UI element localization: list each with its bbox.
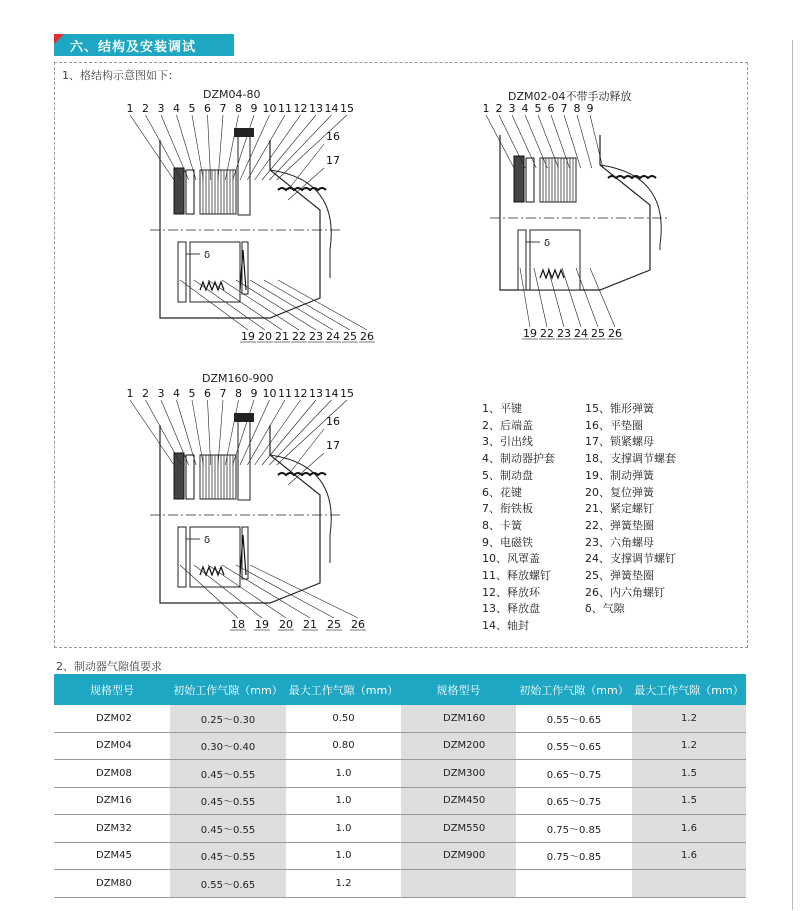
- table-cell: 1.0: [286, 787, 401, 815]
- table-row: [54, 732, 746, 760]
- part-number-label: 6: [204, 102, 211, 115]
- part-number-label: 2: [495, 102, 503, 115]
- part-number-label: 11: [278, 102, 292, 115]
- leader-line: [146, 400, 182, 465]
- shaft-seal: [278, 473, 326, 475]
- leader-line: [247, 115, 285, 180]
- table-cell: DZM550: [401, 815, 516, 843]
- leader-line: [277, 400, 347, 465]
- part-number-label: 26: [351, 618, 365, 631]
- table-row: [54, 705, 746, 732]
- leader-line: [288, 168, 324, 200]
- leader-line: [288, 453, 324, 485]
- part-number-label: 1: [482, 102, 490, 115]
- table-cell: 0.45～0.55: [170, 842, 286, 870]
- table-cell: DZM900: [401, 842, 516, 870]
- table-cell: DZM300: [401, 760, 516, 788]
- part-number-label: 19: [523, 327, 537, 340]
- part-number-label: 8: [573, 102, 581, 115]
- leader-line: [130, 115, 174, 180]
- diagram-title-3: DZM160-900: [202, 372, 274, 385]
- brake-diagram-dzm02-04: [470, 100, 690, 350]
- leader-line: [269, 115, 331, 180]
- part-number-label: 10: [262, 387, 277, 400]
- header-cell: 最大工作气隙（mm）: [286, 674, 401, 705]
- legend-item: 11、释放螺钉: [482, 569, 551, 583]
- fan-cover: [270, 170, 331, 278]
- section-title: 六、结构及安装调试: [70, 40, 197, 55]
- leader-line: [288, 144, 324, 190]
- part-number-label: 23: [309, 330, 323, 343]
- part-number-label: 15: [340, 387, 354, 400]
- part-number-label: 9: [250, 102, 258, 115]
- table-cell: 1.6: [632, 842, 746, 870]
- table-row: [54, 815, 746, 843]
- brake-disc-lower: [178, 527, 186, 587]
- table-row: [54, 870, 746, 898]
- part-number-label: 9: [250, 387, 258, 400]
- legend-item: 4、制动器护套: [482, 452, 555, 466]
- shaft-seal: [608, 176, 656, 178]
- table-cell: 1.0: [286, 842, 401, 870]
- table-cell: DZM04: [54, 732, 170, 760]
- legend-item: 3、引出线: [482, 435, 533, 449]
- table-cell: 0.50: [286, 705, 401, 732]
- part-number-label: 9: [586, 102, 594, 115]
- part-number-label: 7: [219, 102, 227, 115]
- part-number-label: 15: [340, 102, 354, 115]
- part-number-label: 6: [204, 387, 211, 400]
- legend-item: 24、支撑调节螺钉: [585, 552, 676, 566]
- part-number-label: 4: [173, 387, 180, 400]
- table-cell: 0.75～0.85: [516, 842, 632, 870]
- part-number-label: 14: [324, 387, 339, 400]
- leader-line: [255, 400, 301, 465]
- leader-line: [269, 400, 331, 465]
- magnet-lower: [190, 527, 240, 587]
- section-header: [54, 34, 234, 56]
- part-number-label: 19: [241, 330, 255, 343]
- part-number-label: 2: [142, 387, 149, 400]
- air-gap-label: δ: [544, 238, 551, 249]
- part-number-label: 3: [157, 102, 165, 115]
- magnet-lower: [530, 230, 580, 290]
- armature-plate: [526, 158, 534, 202]
- legend-item: 21、紧定螺钉: [585, 502, 654, 516]
- table-cell: [516, 870, 632, 898]
- table-cell: 0.65～0.75: [516, 760, 632, 788]
- table-row: [54, 787, 746, 815]
- legend-item: 14、轴封: [482, 619, 529, 633]
- table-cell: 0.30～0.40: [170, 732, 286, 760]
- part-number-label: 16: [326, 130, 340, 143]
- table-cell: 1.2: [632, 732, 746, 760]
- part-number-label: 25: [343, 330, 357, 343]
- table-cell: [401, 870, 516, 898]
- leader-line: [499, 115, 525, 168]
- part-number-label: 7: [219, 387, 227, 400]
- part-number-label: 3: [508, 102, 516, 115]
- structure-caption: 1、格结构示意图如下：: [62, 69, 179, 82]
- table-cell: DZM160: [401, 705, 516, 732]
- table-cell: 1.2: [286, 870, 401, 898]
- header-cell: 最大工作气隙（mm）: [632, 674, 746, 705]
- part-number-label: 4: [173, 102, 180, 115]
- part-number-label: 10: [262, 102, 277, 115]
- legend-item: 22、弹簧垫圈: [585, 518, 654, 532]
- table-cell: DZM200: [401, 732, 516, 760]
- leader-line: [590, 268, 615, 327]
- release-screw: [238, 420, 250, 500]
- part-number-label: 4: [521, 102, 529, 115]
- table-cell: 0.65～0.75: [516, 787, 632, 815]
- part-number-label: 12: [293, 102, 308, 115]
- part-number-label: 1: [126, 102, 134, 115]
- legend-item: 25、弹簧垫圈: [585, 569, 654, 583]
- leader-line: [255, 115, 301, 180]
- brake-disc: [174, 168, 184, 214]
- part-number-label: 8: [235, 102, 242, 115]
- leader-line: [277, 115, 347, 180]
- release-screw: [238, 135, 250, 215]
- part-number-label: 20: [279, 618, 293, 631]
- part-number-label: 25: [327, 618, 341, 631]
- part-number-label: 26: [360, 330, 374, 343]
- part-number-label: 21: [275, 330, 289, 343]
- table-cell: 0.75～0.85: [516, 815, 632, 843]
- air-gap-label: δ: [204, 535, 211, 546]
- part-number-label: 13: [309, 102, 323, 115]
- table-cell: [632, 870, 746, 898]
- legend-item: 18、支撑调节螺套: [585, 452, 676, 466]
- leader-line: [247, 400, 285, 465]
- part-number-label: 17: [326, 439, 340, 452]
- legend-item: 17、锁紧螺母: [585, 435, 654, 449]
- diagram-title-2: DZM02-04不带手动释放: [508, 90, 632, 103]
- table-cell: 1.5: [632, 787, 746, 815]
- brake-disc-lower: [178, 242, 186, 302]
- legend-item: 16、平垫圈: [585, 418, 643, 432]
- table-cell: 1.5: [632, 760, 746, 788]
- legend-item: 8、卡簧: [482, 518, 522, 532]
- legend-item: 15、锥形弹簧: [585, 402, 654, 415]
- brake-diagram-dzm160-900: [110, 385, 365, 635]
- part-number-label: 19: [255, 618, 269, 631]
- adjust-screw: [242, 242, 248, 294]
- table-cell: DZM450: [401, 787, 516, 815]
- legend-item: 13、释放盘: [482, 602, 540, 616]
- table-row: [54, 760, 746, 788]
- legend-item: 6、花键: [482, 485, 522, 499]
- table-cell: 1.0: [286, 815, 401, 843]
- legend-item: 7、衔铁板: [482, 502, 533, 516]
- table-cell: DZM32: [54, 815, 170, 843]
- header-cell: 规格型号: [54, 674, 170, 705]
- table-cell: 0.55～0.65: [170, 870, 286, 898]
- legend-item: 12、释放环: [482, 585, 540, 599]
- part-number-label: 12: [293, 387, 308, 400]
- air-gap-table: [54, 674, 746, 898]
- fan-cover: [270, 455, 331, 563]
- part-number-label: 2: [142, 102, 149, 115]
- part-number-label: 7: [560, 102, 568, 115]
- leader-line: [577, 115, 592, 168]
- air-gap-label: δ: [204, 250, 211, 261]
- header-cell: 初始工作气隙（mm）: [516, 674, 632, 705]
- table-cell: 0.45～0.55: [170, 760, 286, 788]
- table-cell: 1.0: [286, 760, 401, 788]
- part-number-label: 3: [157, 387, 165, 400]
- table-cell: 0.25～0.30: [170, 705, 286, 732]
- table-cell: 0.55～0.65: [516, 732, 632, 760]
- part-number-label: 1: [126, 387, 134, 400]
- header-cell: 初始工作气隙（mm）: [170, 674, 286, 705]
- table-cell: DZM45: [54, 842, 170, 870]
- part-number-label: 22: [292, 330, 306, 343]
- part-number-label: 24: [326, 330, 340, 343]
- part-number-label: 21: [303, 618, 317, 631]
- brake-diagram-dzm04-80: [110, 100, 374, 350]
- shaft-seal: [278, 188, 326, 190]
- release-knob: [234, 413, 254, 422]
- release-knob: [234, 128, 254, 137]
- legend-item: 19、制动弹簧: [585, 468, 654, 482]
- legend-item: 23、六角螺母: [585, 535, 654, 549]
- legend-left: [482, 401, 555, 635]
- legend-right: [585, 401, 676, 618]
- legend-item: 20、复位弹簧: [585, 485, 654, 499]
- legend-item: 26、内六角螺钉: [585, 585, 665, 599]
- brake-disc: [174, 453, 184, 499]
- table-cell: 0.55～0.65: [516, 705, 632, 732]
- table-cell: DZM08: [54, 760, 170, 788]
- legend-item: 5、制动盘: [482, 468, 533, 482]
- diagram-title-1: DZM04-80: [203, 88, 261, 101]
- legend-item: 10、风罩盖: [482, 552, 540, 566]
- part-number-label: 24: [574, 327, 588, 340]
- part-number-label: 11: [278, 387, 292, 400]
- legend-item: 9、电磁铁: [482, 535, 533, 549]
- part-number-label: 17: [326, 154, 340, 167]
- corner-marker: [54, 34, 64, 44]
- table-cell: 0.45～0.55: [170, 815, 286, 843]
- part-number-label: 18: [231, 618, 245, 631]
- table-cell: 0.45～0.55: [170, 787, 286, 815]
- part-number-label: 6: [547, 102, 555, 115]
- table-cell: DZM02: [54, 705, 170, 732]
- legend-item: δ、气隙: [585, 602, 625, 616]
- part-number-label: 23: [557, 327, 571, 340]
- page-edge-line: [792, 40, 793, 910]
- leader-line: [222, 280, 299, 330]
- legend-item: 1、平键: [482, 402, 522, 415]
- leader-line: [146, 115, 182, 180]
- part-number-label: 8: [235, 387, 242, 400]
- leader-line: [576, 268, 598, 327]
- header-cell: 规格型号: [401, 674, 516, 705]
- table-cell: 1.6: [632, 815, 746, 843]
- part-number-label: 16: [326, 415, 340, 428]
- part-number-label: 22: [540, 327, 554, 340]
- part-number-label: 26: [608, 327, 622, 340]
- part-number-label: 25: [591, 327, 605, 340]
- part-number-label: 5: [534, 102, 542, 115]
- part-number-label: 5: [188, 102, 196, 115]
- table-header-row: [54, 674, 746, 705]
- part-number-label: 14: [324, 102, 339, 115]
- part-number-label: 13: [309, 387, 323, 400]
- leader-line: [288, 429, 324, 475]
- table-row: [54, 842, 746, 870]
- legend-item: 2、后端盖: [482, 418, 533, 432]
- gap-caption: 2、制动器气隙值要求: [56, 660, 162, 673]
- table-cell: DZM80: [54, 870, 170, 898]
- leader-line: [130, 400, 174, 465]
- leader-line: [590, 115, 603, 168]
- leader-line: [236, 565, 334, 618]
- table-cell: 1.2: [632, 705, 746, 732]
- table-cell: DZM16: [54, 787, 170, 815]
- table-cell: 0.80: [286, 732, 401, 760]
- part-number-label: 20: [258, 330, 272, 343]
- leader-line: [264, 280, 350, 330]
- part-number-label: 5: [188, 387, 196, 400]
